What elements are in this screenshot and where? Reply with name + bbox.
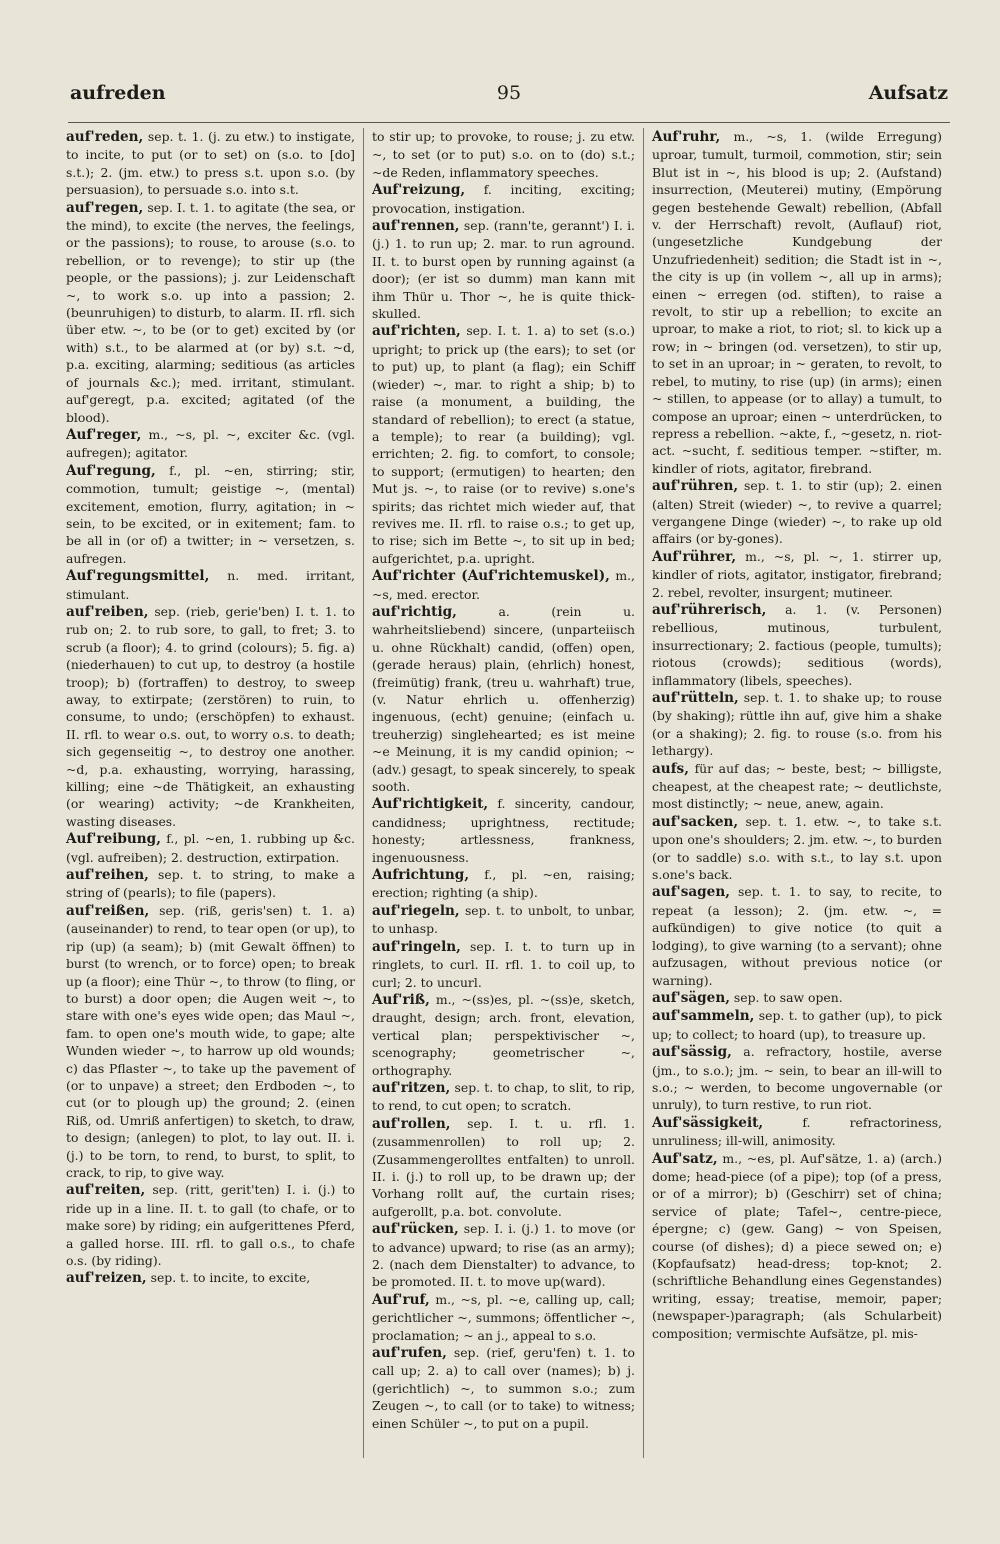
definition-text: f. refractoriness, unruliness; ill-will, animosity. [652,1114,942,1149]
headword: Auf'satz, [652,1150,718,1167]
dictionary-entry [372,866,635,902]
definition-text: f., pl. ~en, raising; erection; righting (a ship). [372,867,635,901]
column-1 [66,128,363,1458]
headword: aufs, [652,760,689,777]
dictionary-entry [652,989,942,1007]
headword: auf'richtig, [372,603,457,620]
definition-text: sep. t. to string, to make a string of (pearls); to file (papers). [66,867,355,901]
definition-text: sep. I. t. to turn up in ringlets, to curl. II. rfl. 1. to coil up, to curl; 2. to uncurl. [372,938,635,990]
column-2 [363,128,643,1458]
headword: auf'rührerisch, [652,601,767,618]
dictionary-entry [372,902,635,938]
definition-text: sep. t. 1. to shake up; to rouse (by shaking); rüttle ihn auf, give him a shake (or a shaking); 2. fig. to rouse (s.o. from his lethargy). [652,690,942,759]
headword: auf'rücken, [372,1221,459,1238]
dictionary-entry [652,760,942,813]
headword: auf'reißen, [66,902,150,919]
definition-text: sep. I. t. u. rfl. 1. (zusammenrollen) to roll up; 2. (Zusammengerolltes entfalten) to unroll. II. i. (j.) to roll up, to be drawn up; der Vorhang rollt auf, the curtain rises; aufgerollt, p.a. bot. convolute. [372,1115,635,1219]
definition-text: f. sincerity, candour, candidness; uprightness, rectitude; honesty; artlessness, frankness, ingenuousness. [372,796,635,865]
headword: auf'ritzen, [372,1079,451,1096]
definition-text: sep. I. i. (j.) 1. to move (or to advance) upward; to rise (as an army); 2. (nach dem Dienstalter) to advance, to be promoted. II. t. to move up(ward). [372,1221,635,1290]
headword: auf'reiben, [66,603,149,620]
dictionary-entry [66,567,355,603]
dictionary-entry [372,217,635,322]
definition-text: sep. (riß, geris'sen) t. 1. a) (auseinander) to rend, to tear open (or up), to rip (up) (a seam); b) (mit Gewalt öffnen) to burst (to wrench, or to force) open; to break up (a floor); eine Thür ~, to throw (to fling, or to burst) a door open; die Augen weit ~, to stare with one's eyes wide open; das Maul ~, fam. to open one's mouth wide, to gape; alte Wunden wieder ~, to harrow up old wounds; c) das Pflaster ~, to take up the pavement of (or to unpave) a street; den Erdboden ~, to cut (or to plough up) the ground; 2. (einen Riß, od. Umriß anfertigen) to sketch, to draw, to design; (anlegen) to plot, to lay out. II. i. (j.) to be torn, to rend, to burst, to split, to crack, to rip, to give way. [66,902,355,1180]
definition-text: sep. (rief, geru'fen) t. 1. to call up; 2. a) to call over (names); b) j. (gerichtlich) ~, to summon s.o.; zum Zeugen ~, to call (or to take) to witness; einen Schüler ~, to put on a pupil. [372,1345,635,1431]
dictionary-entry [652,813,942,884]
headword: Auf'reizung, [372,182,466,199]
definition-text: to stir up; to provoke, to rouse; j. zu etw. ~, to set (or to put) s.o. on to (do) s.t.; ~de Reden, inflammatory speeches. [372,129,635,180]
definition-text: m., ~(ss)es, pl. ~(ss)e, sketch, draught, design; arch. front, elevation, vertical plan; perspektivischer ~, scenography; geometrischer ~, orthography. [372,991,635,1078]
headword: Auf'sässigkeit, [652,1114,764,1131]
definition-text: m., ~s, pl. ~e, calling up, call; gerichtlicher ~, summons; öffentlicher ~, proclamation; ~ an j., appeal to s.o. [372,1291,635,1343]
headword: Auf'reibung, [66,831,161,848]
dictionary-entry [652,128,942,477]
dictionary-entry [66,426,355,462]
definition-text: sep. t. 1. etw. ~, to take s.t. upon one's shoulders; 2. jm. etw. ~, to burden (or to saddle) s.o. with s.t., to lay s.t. upon s.one's back. [652,813,942,883]
definition-text: f. inciting, exciting; provocation, instigation. [372,182,635,216]
headword: auf'ringeln, [372,938,461,955]
headword: auf'rennen, [372,218,460,235]
headword: Auf'riß, [372,991,430,1008]
definition-text: sep. (rann'te, gerannt') I. i. (j.) 1. to run up; 2. mar. to run aground. II. t. to burst open by running against (a door); (er ist so dumm) man kann mit ihm Thür u. Thor ~, he is quite thick-skulled. [372,218,635,322]
dictionary-entry [66,1269,355,1287]
dictionary-entry [372,1220,635,1291]
headword: auf'sagen, [652,884,730,901]
dictionary-entry [372,603,635,795]
running-header [70,78,948,118]
dictionary-entry [652,883,942,988]
definition-text: m., ~s, 1. (wilde Erregung) uproar, tumult, turmoil, commotion, stir; sein Blut ist in ~, his blood is up; 2. (Aufstand) insurrection, (Meuterei) mutiny, (Empörung gegen bestehende Gewalt) rebellion, (Abfall v. der Herrschaft) revolt, (Auflauf) riot, (ungesetzliche Kundgebung der Unzufriedenheit) sedition; die Stadt ist in ~, the city is up (in vollem ~, all up in arms); einen ~ erregen (od. stiften), to raise a revolt, to stir up a rebellion; to excite an uproar, to make a riot, to riot; sl. to kick up a row; in ~ bringen (od. versetzen), to stir up, to set in an uproar; in ~ geraten, to revolt, to rebel, to mutiny, to rise (up) (in arms); einen ~ stillen, to appease (or to allay) a tumult, to compose an uproar; einen ~ unterdrücken, to repress a rebellion. ~akte, f., ~gesetz, n. riot-act. ~sucht, f. seditious temper. ~stifter, m. kindler of riots, agitator, firebrand. [652,129,942,476]
definition-text: für auf das; ~ beste, best; ~ billigste, cheapest, at the cheapest rate; ~ deutlichste, most distinctly; ~ neue, anew, again. [652,760,942,812]
dictionary-entry [372,1079,635,1115]
headword: auf'reiten, [66,1182,146,1199]
dictionary-entry [66,199,355,426]
dictionary-entry [372,1291,635,1344]
definition-text: a. (rein u. wahrheitsliebend) sincere, (unparteiisch u. ohne Rückhalt) candid, (offen) open, (gerade heraus) plain, (ehrlich) honest, (freimütig) frank, (treu u. wahrhaft) true, (v. Natur ehrlich u. offenherzig) ingenuous, (echt) genuine; (einfach u. treuherzig) singlehearted; es ist meine ~e Meinung, it is my candid opinion; ~ (adv.) gesagt, to speak sincerely, to speak sooth. [372,603,635,795]
dictionary-entry [66,830,355,866]
right-guide-word: Aufsatz [868,82,948,104]
headword: auf'reden, [66,129,144,145]
dictionary-entry [66,128,355,199]
left-guide-word: aufreden [70,82,166,104]
headword: Auf'rührer, [652,548,737,565]
definition-text: sep. t. 1. to say, to recite, to repeat (a lesson); 2. (jm. etw. ~, = aufkündigen) to give notice (to quit a lodging), to give warning (to a servant); ohne aufzusagen, without previous notice (or warning). [652,884,942,988]
definition-text: f., pl. ~en, 1. rubbing up &c. (vgl. aufreiben); 2. destruction, extirpation. [66,831,355,865]
headword: auf'reihen, [66,867,149,884]
dictionary-entry [372,1115,635,1220]
headword: Auf'regungsmittel, [66,568,210,585]
definition-text: sep. I. t. 1. to agitate (the sea, or the mind), to excite (the nerves, the feelings, or the passions); to rouse, to arouse (s.o. to rebellion, or to revenge); to stir up (the people, or the passions); j. zur Leidenschaft ~, to work s.o. up into a passion; 2. (beunruhigen) to disturb, to alarm. II. rfl. sich über etw. ~, to be (or to get) excited by (or with) s.t., to be alarmed at (or by) s.t. ~d, p.a. exciting, alarming; seditious (as articles of journals &c.); med. irritant, stimulant. auf'geregt, p.a. excited; agitated (of the blood). [66,199,355,425]
dictionary-entry [66,603,355,830]
dictionary-entry [372,567,635,603]
definition-text: sep. I. t. 1. a) to set (s.o.) upright; to prick up (the ears); to set (or to put) up, to plant (a flag); ein Schiff (wieder) ~, mar. to right a ship; b) to raise (a monument, a building, the standard of rebellion); to erect (a statue, a temple); to rear (a building); vgl. errichten; 2. fig. to comfort, to console; to support; (ermutigen) to hearten; den Mut js. ~, to raise (or to revive) s.one's spirits; das richtet mich wieder auf, that revives me. II. rfl. to raise o.s.; to get up, to rise; sich im Bette ~, to sit up in bed; aufgerichtet, p.a. upright. [372,323,635,566]
headword: auf'regen, [66,199,144,216]
dictionary-entry [66,462,355,567]
definition-text: sep. t. to incite, to excite, [146,1270,311,1286]
headword: Auf'richter (Auf'richtemuskel), [372,568,610,585]
headword: Auf'richtigkeit, [372,796,489,813]
dictionary-entry [372,938,635,991]
column-3 [643,128,942,1458]
page-number: 95 [496,82,522,104]
headword: auf'reizen, [66,1270,147,1287]
dictionary-entry [652,1043,942,1114]
headword: auf'sacken, [652,813,739,830]
definition-text: sep. t. to gather (up), to pick up; to collect; to hoard (up), to treasure up. [652,1008,942,1042]
definition-text: a. 1. (v. Personen) rebellious, mutinous, turbulent, insurrectionary; 2. factious (people, tumults); riotous (crowds); seditious (words), inflammatory (libels, speeches). [652,601,942,688]
dictionary-entry [372,322,635,567]
dictionary-entry [652,1114,942,1150]
definition-text: f., pl. ~en, stirring; stir, commotion, tumult; geistige ~, (mental) excitement, emotion, flurry, agitation; in ~ sein, to be excited, or in exitement; fam. to be all in (or of) a twitter; in ~ versetzen, s. aufregen. [66,462,355,566]
definition-text: sep. t. 1. (j. zu etw.) to instigate, to incite, to put (or to set) on (s.o. to [do] s.t.); 2. (jm. etw.) to press s.t. upon s.o. (by persuasion), to persuade s.o. into s.t. [66,129,355,198]
dictionary-entry [66,866,355,902]
headword: auf'rollen, [372,1115,451,1132]
dictionary-entry [66,1181,355,1269]
definition-text: m., ~s, pl. ~, 1. stirrer up, kindler of riots, agitator, instigator, firebrand; 2. rebel, revolter, insurgent; mutineer. [652,548,942,600]
definition-text: sep. t. to unbolt, to unbar, to unhasp. [372,902,635,937]
dictionary-entry [372,128,635,181]
headword: auf'sässig, [652,1044,732,1061]
dictionary-entry [372,181,635,217]
entry-columns [66,128,954,1458]
headword: auf'rufen, [372,1345,447,1362]
dictionary-entry [652,689,942,760]
dictionary-entry [652,548,942,601]
dictionary-entry [372,795,635,866]
dictionary-entry [652,477,942,548]
headword: auf'richten, [372,323,461,340]
headword: Auf'regung, [66,462,156,479]
definition-text: a. refractory, hostile, averse (jm., to s.o.); jm. ~ sein, to bear an ill-will to s.o.; ~ werden, to become ungovernable (or unruly), to turn restive, to run riot. [652,1044,942,1113]
dictionary-entry [372,991,635,1079]
dictionary-entry [66,902,355,1182]
headword: auf'rühren, [652,478,739,495]
definition-text: sep. t. to chap, to slit, to rip, to rend, to cut open; to scratch. [372,1079,635,1114]
headword: auf'sägen, [652,989,730,1006]
definition-text: m., ~es, pl. Auf'sätze, 1. a) (arch.) dome; head-piece (of a pipe); top (of a press, or of a mirror); b) (Geschirr) set of china; service of plate; Tafel~, centre-piece, épergne; c) (gew. Gang) ~ von Speisen, course (of dishes); d) a piece sewed on; e) (Kopfaufsatz) head-dress; top-knot; 2. (schriftliche Behandlung eines Gegenstandes) writing, essay; treatise, memoir, paper; (newspaper-)paragraph; (als Schularbeit) composition; vermischte Aufsätze, pl. mis- [652,1150,942,1341]
definition-text: sep. to saw open. [729,989,843,1005]
headword: auf'sammeln, [652,1008,755,1025]
headword: Auf'ruhr, [652,129,721,145]
definition-text: m., ~s, pl. ~, exciter &c. (vgl. aufregen); agitator. [66,426,355,461]
headword: Auf'ruf, [372,1291,430,1308]
definition-text: sep. t. 1. to stir (up); 2. einen (alten) Streit (wieder) ~, to revive a quarrel; vergangene Dinge (wieder) ~, to rake up old affairs (or by-gones). [652,478,942,547]
headword: Aufrichtung, [372,867,470,884]
definition-text: sep. (ritt, gerit'ten) I. i. (j.) to ride up in a line. II. t. to gall (to chafe, or to make sore) by riding; ein aufgerittenes Pferd, a galled horse. III. rfl. to gall o.s., to chafe o.s. (by riding). [66,1182,355,1268]
header-rule [68,122,950,123]
dictionary-entry [652,1150,942,1342]
dictionary-entry [652,1007,942,1043]
definition-text: n. med. irritant, stimulant. [66,568,355,602]
dictionary-entry [652,601,942,689]
definition-text: m., ~s, med. erector. [372,568,635,602]
headword: Auf'reger, [66,426,142,443]
headword: auf'rütteln, [652,690,739,706]
headword: auf'riegeln, [372,902,460,919]
definition-text: sep. (rieb, gerie'ben) I. t. 1. to rub on; 2. to rub sore, to gall, to fret; 3. to scrub (a floor); 4. to grind (colours); 5. fig. a) (niederhauen) to cut up, to destroy (a hostile troop); b) (fortraffen) to destroy, to sweep away, to extirpate; (zerstören) to ruin, to consume, to undo; (erschöpfen) to exhaust. II. rfl. to wear o.s. out, to worry o.s. to death; sich gegenseitig ~, to destroy one another. ~d, p.a. exhausting, worrying, harassing, killing; eine ~de Thätigkeit, an exhausting (or wearing) activity; ~de Krankheiten, wasting diseases. [66,603,355,829]
dictionary-entry [372,1344,635,1432]
